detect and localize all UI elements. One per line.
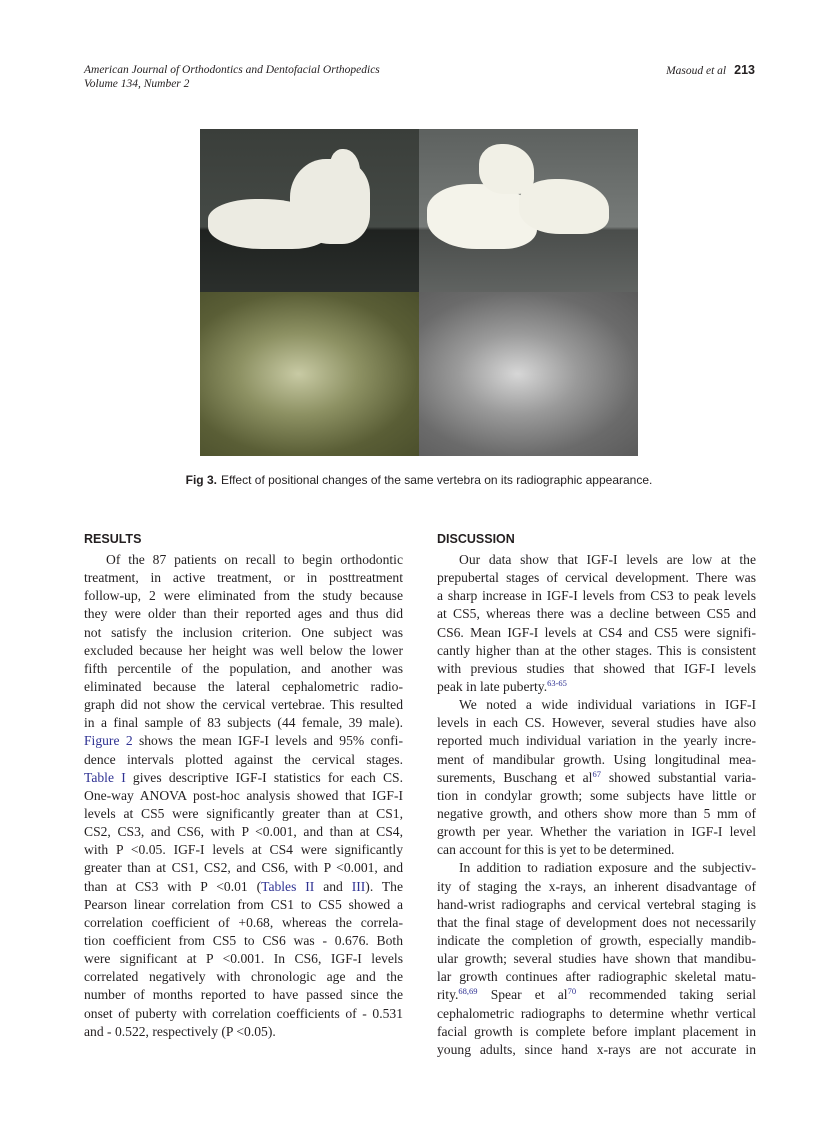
text-line: Our data show that IGF-I levels are low at the	[459, 552, 756, 567]
text-segment: peak in late puberty.	[437, 678, 548, 694]
text-line: hand-wrist radiographs and cervical vertebral staging is	[437, 896, 756, 912]
author-short: Masoud et al	[666, 65, 727, 77]
text-segment: shows the mean IGF-I levels and 95% confi-	[132, 733, 403, 749]
results-heading: RESULTS	[84, 532, 142, 546]
text-line: with previous studies that showed that IGF-I levels	[437, 660, 756, 676]
paragraph	[437, 859, 756, 1059]
figure-panel-radiograph-1	[200, 292, 419, 456]
text-line: One-way ANOVA post-hoc analysis showed that IGF-I	[84, 787, 403, 803]
text-line: excluded because her height was well below the lower	[84, 642, 403, 658]
citation-superscript[interactable]: 63-65	[547, 677, 567, 688]
text-line: prepubertal stages of cervical development. There was	[437, 570, 756, 586]
text-line: tion coefficient from CS5 to CS6 was - 0.676. Both	[84, 932, 403, 948]
discussion-section	[437, 531, 756, 1059]
text-segment: and	[314, 878, 352, 894]
figure-panel-vertebra-photo-1	[200, 129, 419, 292]
text-line: reported much individual variation in the yearly incre-	[437, 733, 756, 749]
text-line: indicate the completion of growth, especially mandib-	[437, 932, 756, 948]
text-line: Pearson linear correlation from CS1 to CS5 showed a	[84, 896, 403, 912]
text-line	[437, 769, 756, 787]
text-line: cantly higher than at the other stages. This is consistent	[437, 642, 756, 658]
paragraph	[437, 551, 756, 696]
citation-superscript[interactable]: 67	[592, 768, 601, 779]
text-line	[437, 986, 756, 1004]
text-line: CS6. Mean IGF-I levels at CS4 and CS5 were signifi-	[437, 624, 756, 640]
figure-caption-text: Effect of positional changes of the same vertebra on its radiographic appearance.	[220, 473, 653, 487]
text-line: greater than at CS1, CS2, and CS6, with P <0.001, and	[84, 860, 403, 876]
citation-superscript[interactable]: 68,69	[458, 986, 478, 997]
paragraph	[437, 696, 756, 859]
text-line: young adults, since hand x-rays are not accurate in	[437, 1041, 756, 1057]
text-line: a sharp increase in IGF-I levels from CS3 to peak levels	[437, 588, 756, 604]
text-segment: than at CS3 with P <0.01 (	[84, 878, 262, 894]
cross-reference-link[interactable]: Figure 2	[84, 733, 133, 749]
text-line: graph did not show the cervical vertebrae. This resulted	[84, 697, 403, 713]
text-line: negative growth, and others show more than 5 mm of	[437, 805, 756, 821]
running-header-journal	[84, 63, 380, 91]
text-line: ity of staging the x-rays, an inherent disadvantage of	[437, 878, 756, 894]
text-line	[84, 769, 403, 787]
text-line: Of the 87 patients on recall to begin orthodontic	[106, 552, 403, 567]
text-line: dence intervals plotted against the cervical stages.	[84, 751, 403, 767]
text-line: growth per year. Whether the variation in IGF-I level	[437, 824, 756, 840]
running-header-authors	[666, 63, 755, 78]
cross-reference-link[interactable]: III	[351, 878, 366, 894]
text-line: cephalometric radiographs to determine whethr vertical	[437, 1005, 756, 1021]
text-segment: recommended taking serial	[576, 987, 756, 1003]
text-line: follow-up, 2 were eliminated from the study because	[84, 588, 403, 604]
discussion-heading: DISCUSSION	[437, 532, 515, 546]
text-segment: rity.	[437, 987, 459, 1003]
text-line: eliminated because the lateral cephalometric radio-	[84, 678, 403, 694]
text-line: facial growth is complete before implant placement in	[437, 1023, 756, 1039]
text-line: and - 0.522, respectively (P <0.05).	[84, 1023, 276, 1039]
page-number: 213	[734, 63, 755, 77]
text-line	[84, 732, 403, 750]
discussion-body	[437, 551, 756, 1059]
text-line: that the final stage of development does not necessarily	[437, 914, 756, 930]
text-line: tion in condylar growth; some subjects have little or	[437, 787, 756, 803]
text-line: with P <0.05. IGF-I levels at CS4 were significantly	[84, 842, 403, 858]
text-line: ular growth; several studies have shown that mandibu-	[437, 951, 756, 967]
text-segment: gives descriptive IGF-I statistics for each CS.	[125, 769, 404, 785]
text-line: fifth percentile of the population, and another was	[84, 660, 403, 676]
text-line: levels at CS5 were significantly greater than at CS1,	[84, 805, 403, 821]
text-line: number of months reported to have passed since the	[84, 987, 403, 1003]
text-segment: ). The	[365, 878, 403, 894]
text-line: at CS5, whereas there was a decline between CS5 and	[437, 606, 756, 622]
text-line: In addition to radiation exposure and the subjectiv-	[459, 860, 756, 876]
figure-3-photographs	[200, 129, 638, 456]
text-line: lar growth continues after radiographic skeletal matu-	[437, 969, 756, 985]
text-line: treatment, in active treatment, or in posttreatment	[84, 570, 403, 586]
text-line: they were older than their reported ages and thus did	[84, 606, 403, 622]
text-line: were significant at P <0.001. In CS6, IGF-I levels	[84, 951, 403, 967]
journal-volume: Volume 134, Number 2	[84, 78, 190, 90]
figure-panel-vertebra-photo-2	[419, 129, 638, 292]
figure-panel-radiograph-2	[419, 292, 638, 456]
text-line	[84, 878, 403, 896]
text-line: in a final sample of 83 subjects (44 female, 39 male).	[84, 715, 403, 731]
text-line: correlated negatively with chronologic age and the	[84, 969, 403, 985]
results-body	[84, 551, 403, 1041]
cross-reference-link[interactable]: Table I	[84, 769, 126, 785]
cross-reference-link[interactable]: Tables II	[261, 878, 315, 894]
text-segment: surements, Buschang et al	[437, 769, 593, 785]
paragraph	[84, 551, 403, 1041]
text-line: can account for this is yet to be determined.	[437, 842, 675, 858]
text-line: not satisfy the inclusion criterion. One subject was	[84, 624, 403, 640]
text-line: correlation coefficient of +0.68, whereas the correla-	[84, 914, 403, 930]
text-line: ment of mandibular growth. Using longitudinal mea-	[437, 751, 756, 767]
text-line: onset of puberty with correlation coefficients of - 0.531	[84, 1005, 403, 1021]
journal-title: American Journal of Orthodontics and Dentofacial Orthopedics	[84, 64, 380, 76]
text-line: We noted a wide individual variations in IGF-I	[459, 697, 756, 713]
text-segment: Spear et al	[477, 987, 568, 1003]
text-line: CS2, CS3, and CS6, with P <0.001, and than at CS4,	[84, 824, 403, 840]
text-line	[437, 678, 756, 696]
figure-caption	[0, 473, 838, 487]
text-segment: showed substantial varia-	[600, 769, 756, 785]
text-line: levels in each CS. However, several studies have also	[437, 715, 756, 731]
figure-label: Fig 3.	[185, 473, 217, 487]
results-section	[84, 531, 403, 1041]
citation-superscript[interactable]: 70	[567, 986, 577, 997]
